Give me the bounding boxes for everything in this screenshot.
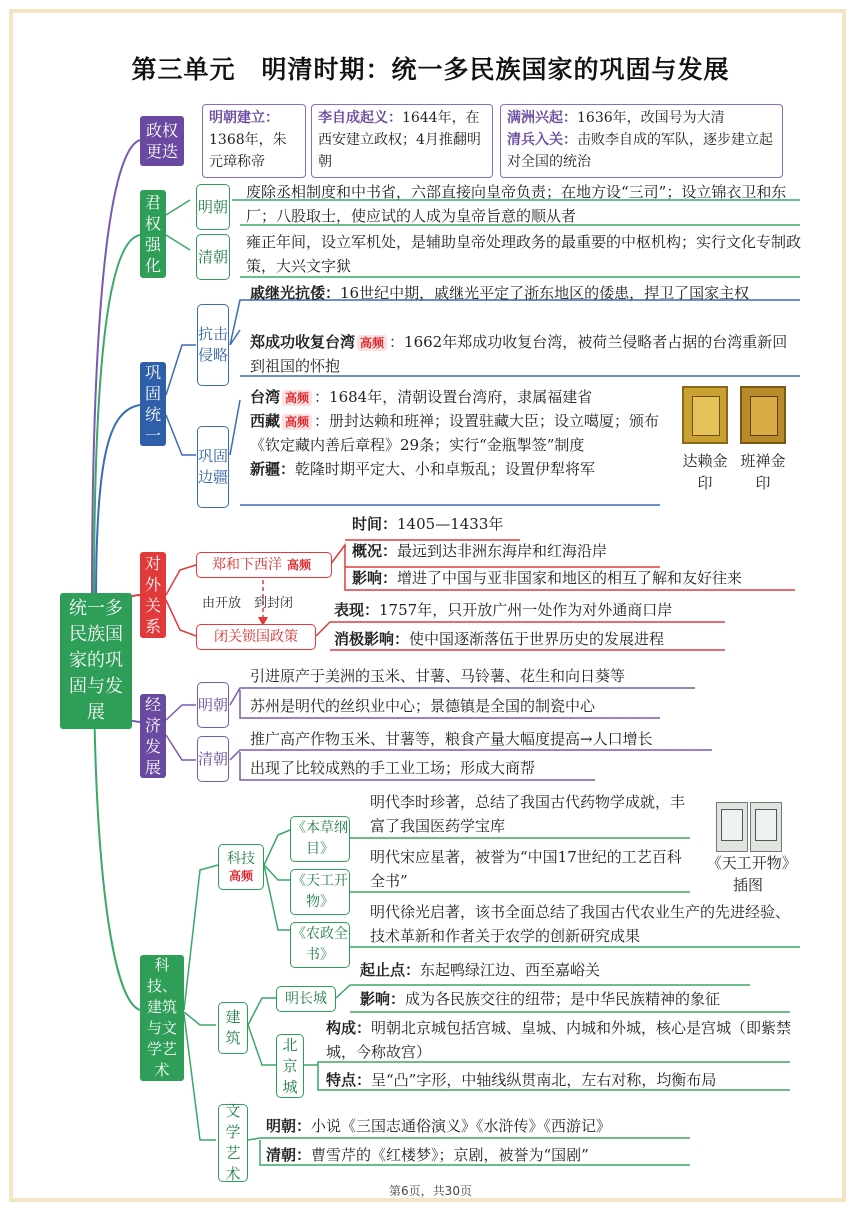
zheng-he-time-head: 时间：: [352, 515, 398, 533]
page-footer: 第6页，共30页: [389, 1184, 472, 1198]
branch-line-3: [96, 405, 140, 600]
manchu-head: 满洲兴起：: [507, 110, 577, 126]
li-zicheng-head: 李自成起义：: [318, 110, 402, 126]
section-label-power: 君权强化: [140, 190, 166, 278]
arrow-note: 由开放 到封闭: [202, 596, 294, 611]
qi-jiguang-head: 戚继光抗倭：: [250, 284, 341, 302]
sub-closed-door: 闭关锁国政策: [196, 624, 316, 650]
xinjiang-item: [250, 457, 662, 481]
zheng-he-details: [352, 512, 792, 590]
xinjiang-text: 乾隆时期平定大、小和卓叛乱；设置伊犁将军: [295, 460, 596, 478]
tibet-text: ：册封达赖和班禅；设置驻藏大臣；设立噶厦；颁布《钦定藏内善后章程》29条；实行“金瓶掣签”制度: [250, 412, 660, 454]
tiangong-caption: 《天工开物》插图: [706, 854, 790, 894]
hot-badge: 高频: [282, 414, 312, 430]
closed-door-impact-head: 消极影响：: [334, 630, 410, 648]
great-wall-impact-head: 影响：: [360, 990, 406, 1008]
hot-badge: 高频: [228, 869, 253, 883]
box-manchu: [500, 104, 783, 178]
branch-line-2: [94, 235, 140, 600]
sub-border: 巩固边疆: [197, 426, 229, 508]
taiwan-text: ：1684年，清朝设置台湾府，隶属福建省: [314, 388, 593, 406]
literature-ming: [266, 1114, 696, 1138]
ming-founding-head: 明朝建立：: [209, 110, 279, 126]
ming-economy-1: 引进原产于美洲的玉米、甘薯、马铃薯、花生和向日葵等: [250, 667, 626, 685]
sub-qing-power: 清朝: [196, 234, 230, 280]
panchen-seal-image: [740, 386, 786, 444]
ming-power-text: 废除丞相制度和中书省，六部直接向皇帝负责；在地方设“三司”；设立锦衣卫和东厂；八股取士，使应试的人成为皇帝旨意的顺从者: [246, 183, 787, 225]
great-wall-impact-text: 成为各民族交往的纽带；是中华民族精神的象征: [405, 990, 721, 1008]
xinjiang-head: 新疆：: [250, 460, 296, 478]
section-label-foreign: 对外关系: [140, 552, 166, 638]
literature-qing-head: 清朝：: [266, 1146, 312, 1164]
beijing-features-text: 呈“凸”字形，中轴线纵贯南北，左右对称，均衡布局: [371, 1071, 717, 1089]
closed-door-impact-text: 使中国逐渐落伍于世界历史的发展进程: [409, 630, 665, 648]
qing-entry-head: 清兵入关：: [507, 132, 577, 148]
great-wall-impact: [360, 987, 790, 1011]
literature-ming-head: 明朝：: [266, 1117, 312, 1135]
section-label-unity: 巩固统一: [140, 362, 166, 446]
taiwan-head: 台湾: [250, 388, 281, 406]
page-title: 第三单元 明清时期：统一多民族国家的巩固与发展: [131, 55, 730, 84]
zheng-chenggong-item: [250, 330, 802, 378]
qing-entry-text: 击败李自成的军队，逐步建立起对全国的统治: [507, 132, 773, 170]
dalai-seal-caption: 达赖金印: [682, 452, 728, 492]
tiangong-illustration-1: [716, 802, 748, 852]
box-li-zicheng: [311, 104, 493, 178]
zheng-he-time: [352, 512, 792, 536]
great-wall-details: [360, 958, 790, 1011]
sub-science: [218, 844, 264, 890]
sub-literature: 文学艺术: [218, 1104, 248, 1182]
qi-jiguang-item: [250, 281, 802, 305]
zheng-he-impact: [352, 566, 792, 590]
beijing-features: [326, 1068, 792, 1092]
center-node: 统一多民族国家的巩固与发展: [60, 593, 132, 729]
qing-power-text: 雍正年间，设立军机处，是辅助皇帝处理政务的最重要的中枢机构；实行文化专制政策，大兴文字狱: [246, 233, 802, 275]
tibet-head: 西藏: [250, 412, 281, 430]
closed-door-manifest-head: 表现：: [334, 601, 380, 619]
sub-qing-economy: 清朝: [197, 736, 229, 782]
book-tiangong: 《天工开物》: [290, 869, 350, 915]
taiwan-item: [250, 385, 662, 409]
panchen-seal-caption: 班禅金印: [740, 452, 786, 492]
qing-economy-1: 推广高产作物玉米、甘薯等，粮食产量大幅度提高→人口增长: [250, 730, 653, 748]
sub-ming-economy: 明朝: [197, 682, 229, 728]
literature-ming-text: 小说《三国志通俗演义》《水浒传》《西游记》: [311, 1117, 612, 1135]
great-wall-endpoints-head: 起止点：: [360, 961, 421, 979]
beijing-composition: [326, 1016, 792, 1064]
closed-door-manifest-text: 1757年，只开放广州一处作为对外通商口岸: [379, 601, 673, 619]
hot-badge: 高频: [286, 558, 311, 572]
zheng-he-time-text: 1405—1433年: [397, 515, 504, 533]
sub-architecture: 建筑: [218, 1002, 248, 1054]
closed-door-details: [334, 598, 754, 651]
dalai-seal-image: [682, 386, 728, 444]
zheng-chenggong-text: ：1662年郑成功收复台湾，被荷兰侵略者占据的台湾重新回到祖国的怀抱: [250, 333, 788, 375]
zheng-chenggong-head: 郑成功收复台湾: [250, 333, 356, 351]
ming-founding-text: 1368年，朱元璋称帝: [209, 132, 287, 170]
tibet-item: [250, 409, 662, 457]
literature-qing: [266, 1143, 696, 1167]
box-ming-founding: [202, 104, 306, 178]
great-wall-label: 明长城: [276, 986, 336, 1012]
hot-badge: 高频: [357, 335, 387, 351]
section-label-regime: 政权更迭: [140, 116, 184, 166]
branch-line-1: [92, 140, 140, 600]
zheng-he-overview: [352, 539, 792, 563]
science-label: 科技: [227, 851, 255, 867]
great-wall-endpoints: [360, 958, 790, 982]
book-bencao: 《本草纲目》: [290, 816, 350, 862]
li-zicheng-text: 1644年，在西安建立政权；4月推翻明朝: [318, 110, 481, 170]
hot-badge: 高频: [282, 390, 312, 406]
closed-door-impact: [334, 627, 754, 651]
great-wall-endpoints-text: 东起鸭绿江边、西至嘉峪关: [420, 961, 601, 979]
beijing-features-head: 特点：: [326, 1071, 372, 1089]
beijing-city-label: 北京城: [276, 1034, 304, 1098]
sub-ming-power: 明朝: [196, 184, 230, 230]
sub-resist-invasion: 抗击侵略: [197, 304, 229, 386]
tiangong-illustration-2: [750, 802, 782, 852]
section-label-economy: 经济发展: [140, 694, 166, 778]
zheng-he-impact-head: 影响：: [352, 569, 398, 587]
zheng-he-overview-head: 概况：: [352, 542, 398, 560]
qi-jiguang-text: 16世纪中期，戚继光平定了浙东地区的倭患，捍卫了国家主权: [340, 284, 750, 302]
sub-zheng-he: [196, 552, 332, 578]
closed-door-manifest: [334, 598, 754, 622]
book-nongzheng-text: 明代徐光启著，该书全面总结了我国古代农业生产的先进经验、技术革新和作者关于农学的创新研究成果: [370, 903, 791, 945]
section-label-culture: 科技、建筑与文学艺术: [140, 955, 184, 1081]
qing-economy-2: 出现了比较成熟的手工业工场；形成大商帮: [250, 759, 536, 777]
literature-qing-text: 曹雪芹的《红楼梦》；京剧，被誉为“国剧”: [311, 1146, 589, 1164]
beijing-composition-text: 明朝北京城包括宫城、皇城、内城和外城，核心是宫城（即紫禁城，今称故宫）: [326, 1019, 792, 1061]
book-bencao-text: 明代李时珍著，总结了我国古代药物学成就，丰富了我国医药学宝库: [370, 793, 686, 835]
book-tiangong-text: 明代宋应星著，被誉为“中国17世纪的工艺百科全书”: [370, 848, 682, 890]
zheng-he-impact-text: 增进了中国与亚非国家和地区的相互了解和友好往来: [397, 569, 743, 587]
beijing-composition-head: 构成：: [326, 1019, 372, 1037]
zheng-he-overview-text: 最远到达非洲东海岸和红海沿岸: [397, 542, 608, 560]
book-nongzheng: 《农政全书》: [290, 922, 350, 968]
zheng-he-label: 郑和下西洋: [211, 556, 282, 573]
manchu-text: 1636年，改国号为大清: [577, 110, 725, 126]
ming-economy-2: 苏州是明代的丝织业中心；景德镇是全国的制瓷中心: [250, 697, 596, 715]
border-items: [250, 385, 662, 481]
